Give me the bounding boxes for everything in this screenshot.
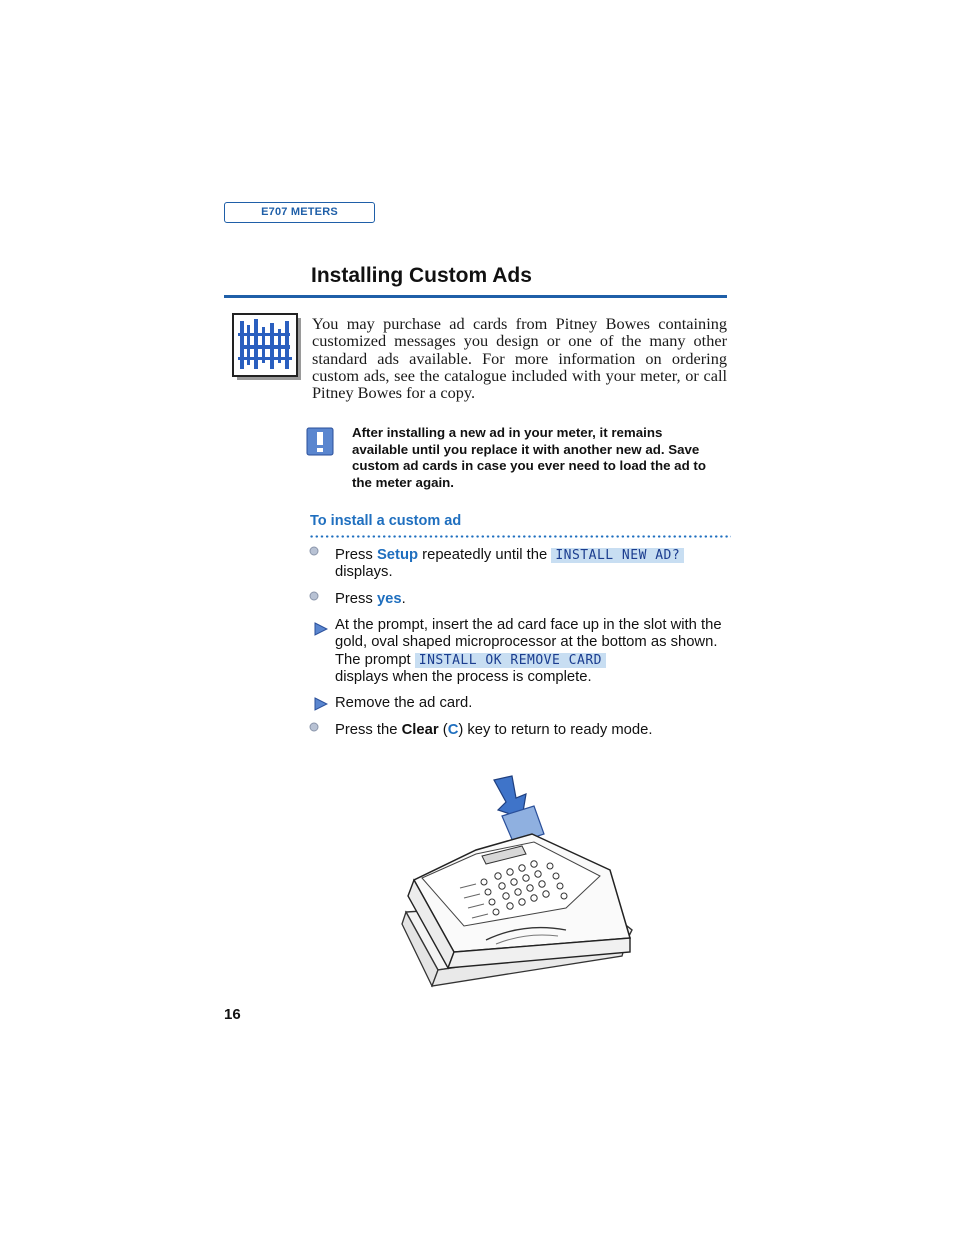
- step-3: At the prompt, insert the ad card face up in the slot with the gold, oval shaped microprocessor at the bottom as shown. The prompt INSTALL OK REMOVE CARD displays when the process is complete.: [335, 617, 722, 685]
- title-rule: [224, 295, 727, 298]
- c-key: C: [447, 722, 459, 738]
- section-tab: E707 METERS: [224, 202, 375, 223]
- step-2: Press yes.: [335, 591, 406, 607]
- warning-icon: [306, 427, 334, 456]
- round-bullet-icon: [307, 589, 321, 603]
- round-bullet-icon: [307, 544, 321, 558]
- yes-key: yes: [376, 591, 402, 607]
- ad-card-icon: [232, 313, 302, 381]
- setup-key: Setup: [376, 547, 419, 563]
- arrow-bullet-icon: [314, 622, 328, 636]
- intro-paragraph: You may purchase ad cards from Pitney Bowes containing customized messages you design or one of the many other standard ads available. For more information on ordering custom ads, see the catalogue included with your meter, or call Pitney Bowes for a copy.: [312, 314, 727, 403]
- arrow-bullet-icon: [314, 697, 328, 711]
- procedure-title: To install a custom ad: [310, 513, 462, 529]
- step-4: Remove the ad card.: [335, 695, 473, 711]
- step-5: Press the Clear (C) key to return to ready mode.: [335, 722, 653, 738]
- round-bullet-icon: [307, 720, 321, 734]
- page-title: Installing Custom Ads: [311, 264, 532, 287]
- dotted-divider: [309, 535, 731, 538]
- page-number: 16: [224, 1006, 241, 1023]
- postage-meter-illustration: [394, 772, 638, 1010]
- step-1: Press Setup repeatedly until the INSTALL NEW AD? displays.: [335, 547, 730, 582]
- clear-key: Clear: [401, 722, 439, 738]
- lcd-display-text: INSTALL OK REMOVE CARD: [415, 653, 606, 668]
- lcd-display-text: INSTALL NEW AD?: [551, 548, 684, 563]
- warning-note: After installing a new ad in your meter, it remains available until you replace it with another new ad. Save custom ad cards in case you ever need to load the ad to the meter again.: [352, 425, 706, 490]
